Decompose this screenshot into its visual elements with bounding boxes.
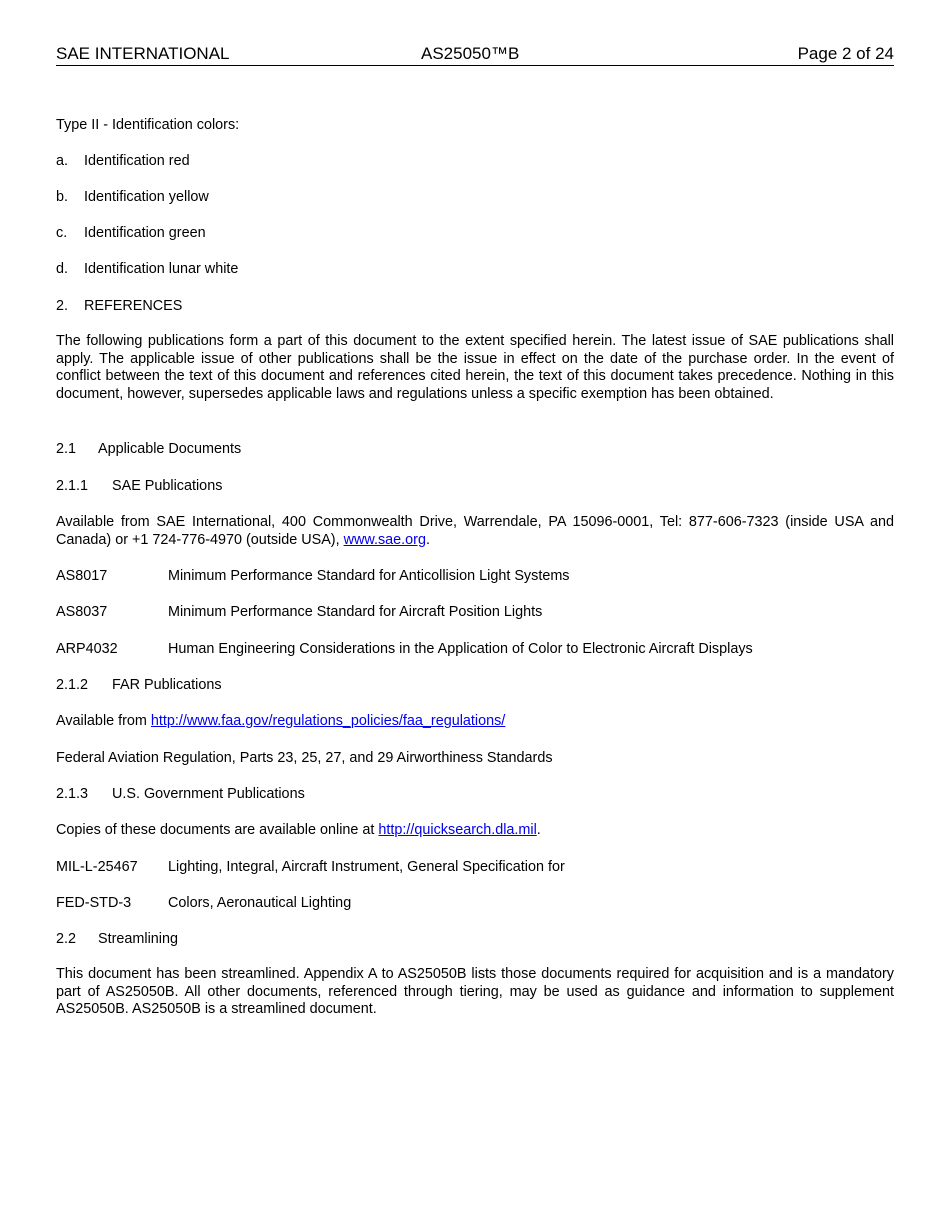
gov-availability-text: Copies of these documents are available online at	[56, 822, 379, 838]
gov-availability	[56, 821, 541, 839]
section-title: Streamlining	[98, 931, 178, 947]
reference-code: MIL-L-25467	[56, 859, 138, 875]
reference-title: Minimum Performance Standard for Aircraft Position Lights	[168, 604, 543, 620]
reference-title: Lighting, Integral, Aircraft Instrument, General Specification for	[168, 859, 565, 875]
section-heading-streamlining	[56, 930, 178, 948]
sae-website-link[interactable]: www.sae.org	[343, 531, 426, 548]
reference-title: Minimum Performance Standard for Anticollision Light Systems	[168, 568, 570, 584]
reference-code: AS8037	[56, 604, 108, 620]
far-availability	[56, 712, 505, 730]
list-item	[56, 188, 209, 206]
sae-availability	[56, 514, 894, 549]
header-doc-id: AS25050™B	[421, 44, 520, 63]
gov-availability-end: .	[536, 822, 541, 838]
list-item	[56, 224, 206, 242]
list-marker: a.	[56, 153, 69, 169]
header-org: SAE INTERNATIONAL	[56, 44, 230, 63]
list-item-text: Identification yellow	[84, 189, 209, 205]
type-ii-heading: Type II - Identification colors:	[56, 117, 240, 133]
section-heading-sae-publications	[56, 477, 222, 495]
reference-code: AS8017	[56, 568, 108, 584]
list-item	[56, 152, 190, 170]
reference-title: Colors, Aeronautical Lighting	[168, 895, 352, 911]
section-title: REFERENCES	[84, 298, 183, 314]
section-heading-far-publications	[56, 676, 222, 694]
streamlining-text: This document has been streamlined. Appendix A to AS25050B lists those documents required for acquisition and is a mandatory part of AS25050B. All other documents, referenced through tiering, may be used as guidance and information to supplement AS25050B. AS25050B is a streamlined document.	[56, 966, 894, 1018]
document-page	[56, 0, 894, 1230]
reference-code: ARP4032	[56, 641, 118, 657]
far-regulations: Federal Aviation Regulation, Parts 23, 25, 27, and 29 Airworthiness Standards	[56, 750, 553, 766]
section-heading-references	[56, 297, 182, 315]
section-number: 2.2	[56, 931, 77, 947]
list-item-text: Identification green	[84, 225, 206, 241]
section-title: U.S. Government Publications	[112, 786, 305, 802]
section-title: Applicable Documents	[98, 441, 242, 457]
header-page-number: Page 2 of 24	[797, 44, 894, 63]
list-item	[56, 260, 238, 278]
quicksearch-link[interactable]: http://quicksearch.dla.mil	[378, 822, 537, 838]
section-heading-applicable	[56, 440, 241, 458]
section-title: SAE Publications	[112, 478, 223, 494]
list-item-text: Identification red	[84, 153, 190, 169]
page-header	[56, 44, 894, 66]
section-number: 2.1.3	[56, 786, 89, 802]
references-intro: The following publications form a part of this document to the extent specified herein. The latest issue of SAE publications shall apply. The applicable issue of other publications shall be the issue in effect on the date of the purchase order. In the event of conflict between the text of this document and references cited herein, the text of this document takes precedence. Nothing in this document, however, supersedes applicable laws and regulations unless a specific exemption has been obtained.	[56, 333, 894, 402]
reference-code: FED-STD-3	[56, 895, 132, 911]
list-item-text: Identification lunar white	[84, 261, 239, 277]
list-marker: b.	[56, 189, 69, 205]
section-number: 2.	[56, 298, 69, 314]
faa-regulations-link[interactable]: http://www.faa.gov/regulations_policies/faa_regulations/	[150, 713, 506, 729]
sae-availability-end: .	[425, 531, 430, 548]
list-marker: c.	[56, 225, 68, 241]
list-marker: d.	[56, 261, 69, 277]
sae-availability-text: Available from SAE International, 400 Commonwealth Drive, Warrendale, PA 15096-0001, Tel: 877-606-7323 (inside USA and Canada) or +1 724-776-4970 (outside USA),	[56, 514, 894, 548]
section-number: 2.1.1	[56, 478, 89, 494]
section-number: 2.1	[56, 441, 77, 457]
section-number: 2.1.2	[56, 677, 89, 693]
far-availability-text: Available from	[56, 713, 151, 729]
section-heading-gov-publications	[56, 785, 305, 803]
section-title: FAR Publications	[112, 677, 222, 693]
reference-title: Human Engineering Considerations in the Application of Color to Electronic Aircraft Displays	[168, 641, 753, 657]
